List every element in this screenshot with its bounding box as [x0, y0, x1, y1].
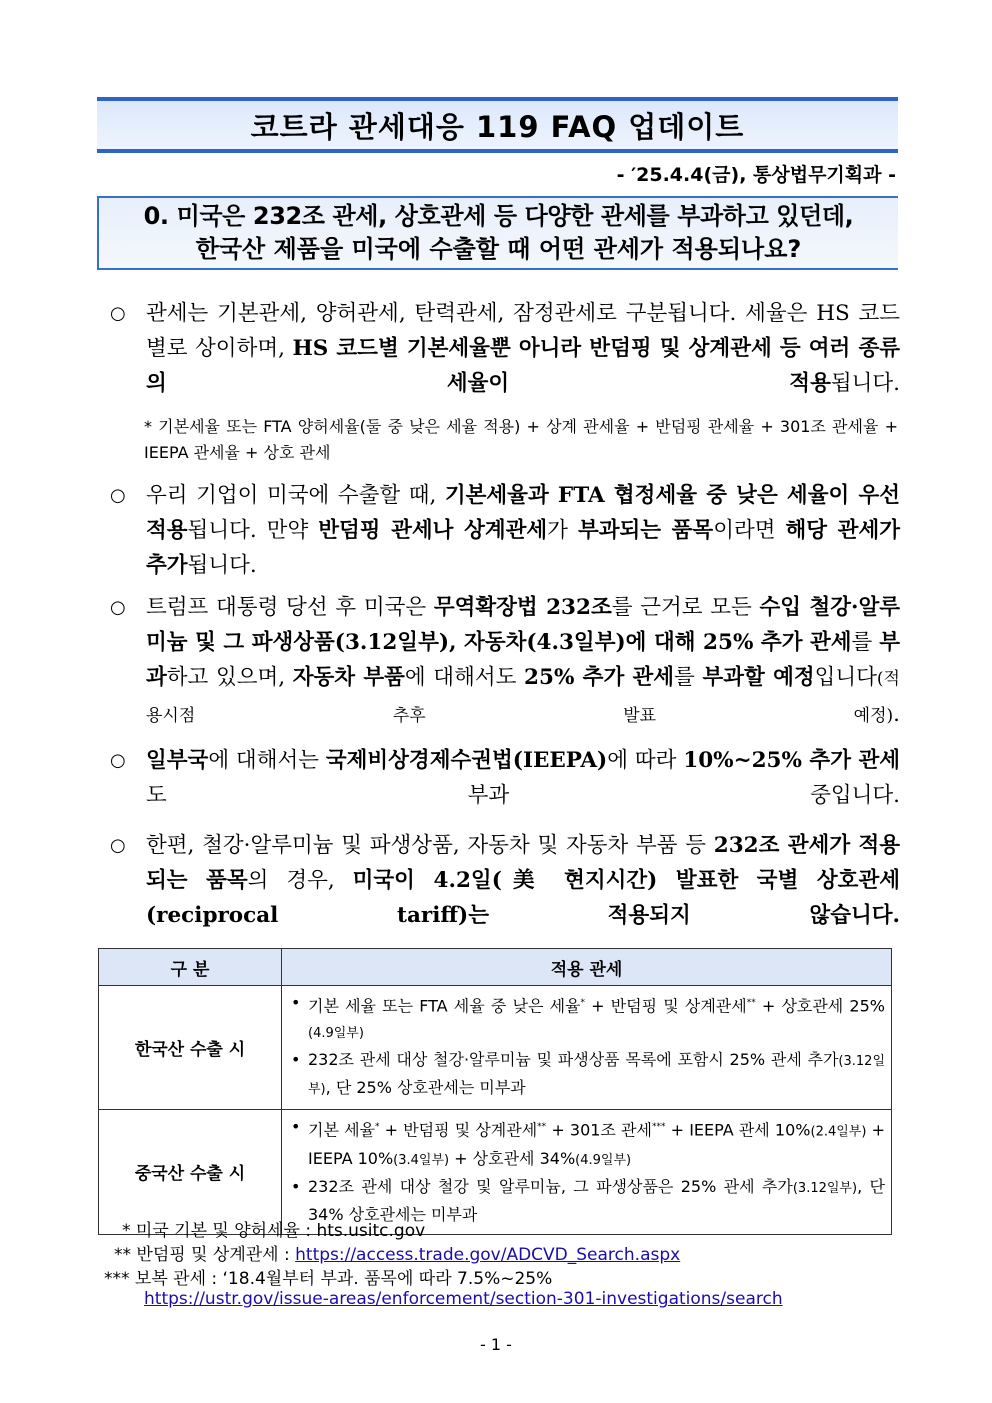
adcvd-link[interactable]: https://access.trade.gov/ADCVD_Search.aspx	[295, 1245, 681, 1265]
table-row	[99, 1110, 892, 1234]
footnote-2: ** 반덤핑 및 상계관세 : https://access.trade.gov/ADCVD_Search.aspx	[114, 1245, 681, 1265]
date-line: - ′25.4.4(금), 통상법무기획과 -	[616, 164, 896, 186]
row-label: 중국산 수출 시	[99, 1110, 282, 1234]
question-box	[97, 196, 898, 270]
bullet-circle: ○	[110, 750, 126, 771]
footnote-1: * 미국 기본 및 양허세율 : hts.usitc.gov	[122, 1221, 426, 1241]
paragraph-3: ○ 트럼프 대통령 당선 후 미국은 무역확장법 232조를 근거로 모든 수입 철강·알루미늄 및 그 파생상품(3.12일부), 자동차(4.3일부)에 대해 25% 추가 관세를 부과하고 있으며, 자동차 부품에 대해서도 25% 추가 관세를 부과할 예정입니다(적용시점 추후 발표 예정).	[110, 590, 900, 734]
bullet-circle: ○	[110, 303, 126, 324]
bullet-circle: ○	[110, 485, 126, 506]
paragraph-4: ○ 일부국에 대해서는 국제비상경제수권법(IEEPA)에 따라 10%~25% 추가 관세도 부과 중입니다.	[110, 743, 900, 813]
page-number: - 1 -	[480, 1335, 512, 1354]
row-content	[282, 1110, 892, 1234]
paragraph-2: ○ 우리 기업이 미국에 수출할 때, 기본세율과 FTA 협정세율 중 낮은 세율이 우선 적용됩니다. 만약 반덤핑 관세나 상계관세가 부과되는 품목이라면 해당 관세가 추가됩니다.	[110, 478, 900, 583]
list-item: • 기본 세율* + 반덤핑 및 상계관세** + 301조 관세*** + IEEPA 관세 10%(2.4일부) + IEEPA 10%(3.4일부) + 상호관세 34%(4.9일부)	[291, 1117, 886, 1168]
note-tariff-formula: * 기본세율 또는 FTA 양허세율(둘 중 낮은 세율 적용) + 상계 관세율 + 반덤핑 관세율 + 301조 관세율 + IEEPA 관세율 + 상호 관세	[144, 417, 898, 462]
list-item: • 232조 관세 대상 철강·알루미늄 및 파생상품 목록에 포함시 25% 관세 추가(3.12일부), 단 25% 상호관세는 미부과	[291, 1050, 885, 1098]
paragraph-1: ○ 관세는 기본관세, 양허관세, 탄력관세, 잠정관세로 구분됩니다. 세율은 HS 코드별로 상이하며, HS 코드별 기본세율뿐 아니라 반덤핑 및 상계관세 등 여러 종류의 세율이 적용됩니다.	[110, 296, 900, 401]
title-banner	[97, 97, 898, 153]
table-header: 적용 관세	[282, 949, 892, 986]
tariff-table	[98, 948, 892, 1235]
question-line-2: 한국산 제품을 미국에 수출할 때 어떤 관세가 적용되나요?	[195, 235, 802, 263]
paragraph-5: ○ 한편, 철강·알루미늄 및 파생상품, 자동차 및 자동차 부품 등 232조 관세가 적용되는 품목의 경우, 미국이 4.2일(美 현지시간) 발표한 국별 상호관세(reciprocal tariff)는 적용되지 않습니다.	[110, 828, 900, 933]
bullet-circle: ○	[110, 597, 126, 618]
table-header-row	[99, 949, 892, 986]
list-item: • 232조 관세 대상 철강 및 알루미늄, 그 파생상품은 25% 관세 추가(3.12일부), 단 34% 상호관세는 미부과	[291, 1176, 885, 1224]
footnote-3-link-line	[144, 1287, 783, 1311]
row-content	[282, 986, 892, 1110]
question-line-1: 0. 미국은 232조 관세, 상호관세 등 다양한 관세를 부과하고 있던데,	[143, 202, 854, 230]
bullet-circle: ○	[110, 835, 126, 856]
ustr-link[interactable]: https://ustr.gov/issue-areas/enforcement/section-301-investigations/search	[144, 1289, 783, 1309]
page-title: 코트라 관세대응 119 FAQ 업데이트	[250, 109, 745, 144]
table-header: 구 분	[99, 949, 282, 986]
footnote-3: *** 보복 관세 : ‘18.4월부터 부과. 품목에 따라 7.5%~25%	[104, 1269, 553, 1289]
list-item: • 기본 세율 또는 FTA 세율 중 낮은 세율* + 반덤핑 및 상계관세** + 상호관세 25%(4.9일부)	[291, 993, 885, 1042]
table-row	[99, 986, 892, 1110]
row-label: 한국산 수출 시	[99, 986, 282, 1110]
